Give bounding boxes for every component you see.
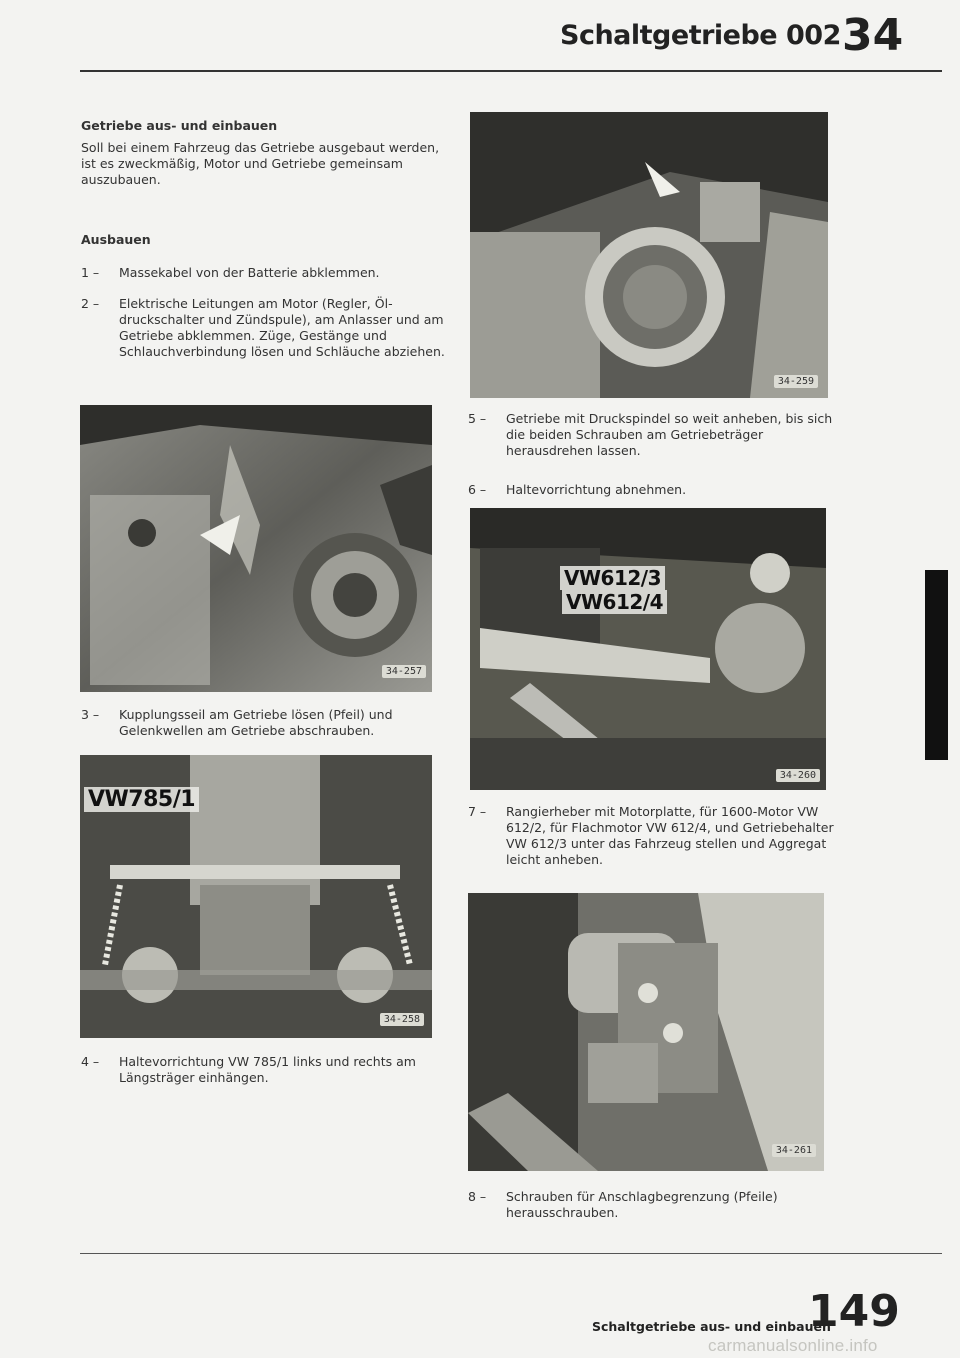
step-5 <box>468 411 838 463</box>
step-text: Kupplungsseil am Getriebe lösen (Pfeil) und Gelenkwellen am Getriebe abschrauben. <box>119 707 393 738</box>
section-heading: Ausbauen <box>81 232 151 247</box>
figure-34-259 <box>470 112 828 398</box>
engine-photo-graphic <box>470 508 826 790</box>
step-3 <box>81 707 453 743</box>
step-text: Rangierheber mit Motorplatte, für 1600-Motor VW 612/2, für Flachmotor VW 612/4, und Getriebehalter VW 612/3 unter das Fahrzeug stellen und Aggregat leicht anheben. <box>506 804 834 867</box>
step-text: Massekabel von der Batterie abklemmen. <box>119 265 380 280</box>
step-8 <box>468 1189 838 1225</box>
tool-tag: VW785/1 <box>84 787 199 812</box>
header-rule <box>80 70 942 72</box>
figure-label: 34-257 <box>382 665 426 678</box>
step-4 <box>81 1054 453 1090</box>
step-text: Haltevorrichtung VW 785/1 links und rechts am Längsträger einhängen. <box>119 1054 416 1085</box>
step-number: 1 – <box>81 265 100 280</box>
page-number: 149 <box>808 1286 900 1337</box>
tool-tag: VW612/4 <box>562 590 667 614</box>
engine-photo-graphic <box>80 405 432 692</box>
watermark: carmanualsonline.info <box>708 1336 878 1355</box>
chapter-side-tab <box>925 570 948 760</box>
step-text: Getriebe mit Druckspindel so weit anheben, bis sich die beiden Schrauben am Getriebeträger herausdrehen lassen. <box>506 411 833 458</box>
figure-34-260 <box>470 508 826 790</box>
intro-text: Soll bei einem Fahrzeug das Getriebe ausgebaut werden, ist es zweckmäßig, Motor und Getriebe gemeinsam auszubauen. <box>81 140 440 187</box>
step-number: 6 – <box>468 482 487 497</box>
step-number: 5 – <box>468 411 487 426</box>
chapter-number: 34 <box>842 10 904 61</box>
engine-photo-graphic <box>468 893 824 1171</box>
figure-34-261 <box>468 893 824 1171</box>
figure-label: 34-260 <box>776 769 820 782</box>
figure-label: 34-258 <box>380 1013 424 1026</box>
step-number: 3 – <box>81 707 100 722</box>
step-text: Elektrische Leitungen am Motor (Regler, Öldruckschalter und Zündspule), am Anlasser und am Getriebe abklemmen. Züge, Gestänge und Schlauchverbindung lösen und Schläuche abziehen. <box>119 296 445 359</box>
figure-34-258 <box>80 755 432 1038</box>
figure-34-257 <box>80 405 432 692</box>
step-2 <box>81 296 453 392</box>
step-1 <box>81 265 451 283</box>
step-number: 4 – <box>81 1054 100 1069</box>
step-6 <box>468 482 838 500</box>
step-number: 7 – <box>468 804 487 819</box>
step-number: 8 – <box>468 1189 487 1204</box>
page-header-title: Schaltgetriebe 002 <box>560 20 841 51</box>
step-number: 2 – <box>81 296 100 311</box>
tool-tag: VW612/3 <box>560 566 665 590</box>
engine-photo-graphic <box>470 112 828 398</box>
footer-rule <box>80 1253 942 1254</box>
figure-label: 34-261 <box>772 1144 816 1157</box>
step-text: Haltevorrichtung abnehmen. <box>506 482 687 497</box>
step-text: Schrauben für Anschlagbegrenzung (Pfeile) herausschrauben. <box>506 1189 778 1220</box>
figure-label: 34-259 <box>774 375 818 388</box>
footer-section-title: Schaltgetriebe aus- und einbauen <box>592 1319 831 1334</box>
step-7 <box>468 804 840 872</box>
intro-heading: Getriebe aus- und einbauen <box>81 118 278 133</box>
